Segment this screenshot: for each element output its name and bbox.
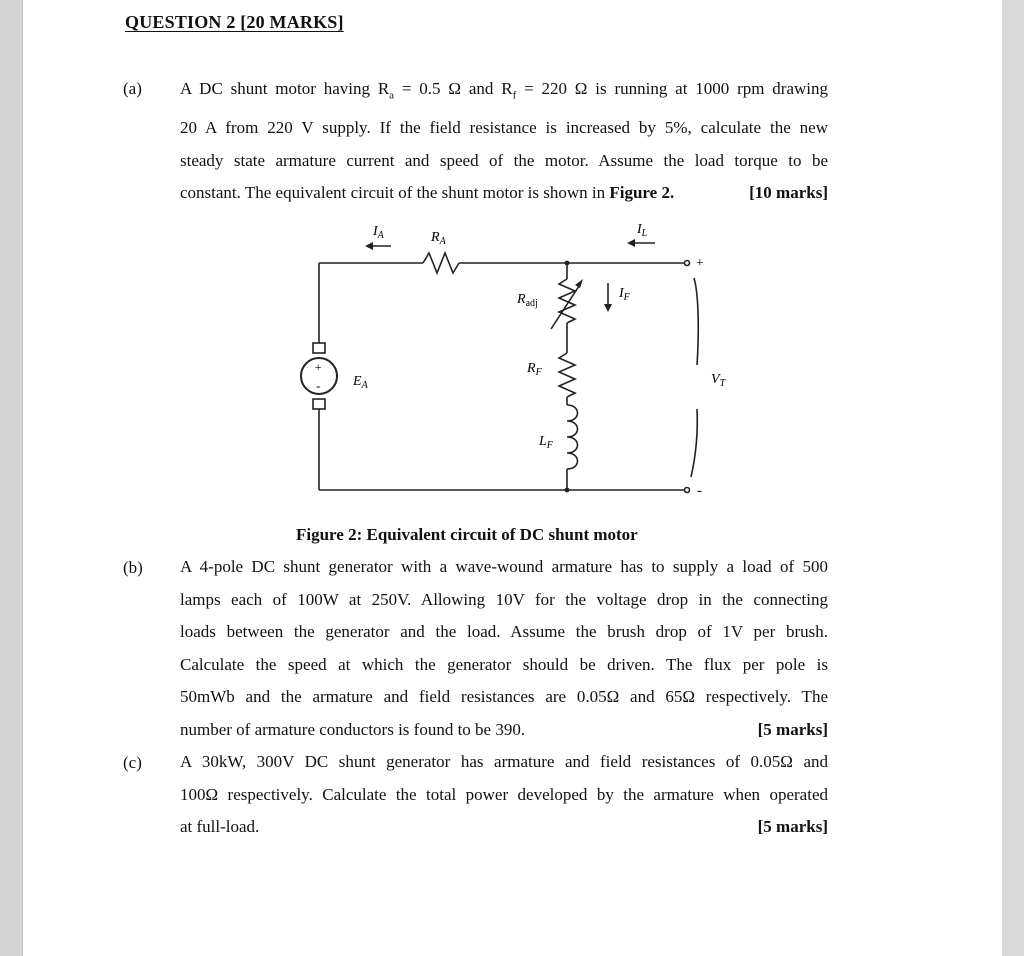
label-rf: $R_F$ xyxy=(527,361,542,378)
question-heading: QUESTION 2 [20 MARKS] xyxy=(125,12,344,32)
part-a-marks: [10 marks] xyxy=(749,183,828,203)
part-c-marks: [5 marks] xyxy=(757,817,828,837)
if-arrow-head xyxy=(604,304,612,312)
part-b-text xyxy=(180,551,828,747)
label-if: $I_F$ xyxy=(619,286,630,303)
part-a-line-2: 20 A from 220 V supply. If the field resistance is increased by 5%, calculate the new xyxy=(180,117,828,137)
label-ra: $R_A$ xyxy=(431,230,446,247)
part-b-line-3: loads between the generator and the load. Assume the brush drop of 1V per brush. xyxy=(180,622,828,642)
figure-reference: Figure 2. xyxy=(609,183,675,203)
radj-arrow-head xyxy=(575,279,583,288)
label-vt: $V_T$ xyxy=(711,372,726,389)
part-b-line-1: A 4-pole DC shunt generator with a wave-wound armature has to supply a load of 500 xyxy=(180,557,828,576)
part-c-last-text: at full-load. xyxy=(180,817,260,837)
figure-caption: Figure 2: Equivalent circuit of DC shunt motor xyxy=(296,525,638,544)
resistor-radj xyxy=(559,279,575,323)
part-b-label: (b) xyxy=(123,558,143,577)
vt-bracket-top xyxy=(694,278,698,365)
vt-bracket-bottom xyxy=(691,409,697,477)
radj-adjust-arrow xyxy=(551,283,581,329)
circuit-diagram xyxy=(263,215,733,515)
label-terminal-minus: - xyxy=(697,483,702,499)
label-il: $I_L$ xyxy=(637,222,648,239)
part-a-line-4 xyxy=(180,177,828,210)
part-c-line-3 xyxy=(180,811,828,844)
source-plus-sign: + xyxy=(314,360,323,374)
part-b-line-4: Calculate the speed at which the generator should be driven. The flux per pole is xyxy=(180,654,828,674)
terminal-plus xyxy=(685,261,690,266)
terminal-minus xyxy=(685,488,690,493)
brush-bottom xyxy=(313,399,325,409)
part-c-label: (c) xyxy=(123,753,142,772)
part-a-label: (a) xyxy=(123,79,142,98)
part-b-marks: [5 marks] xyxy=(757,719,828,739)
part-b-line-5: 50mWb and the armature and field resistances are 0.05Ω and 65Ω respectively. The xyxy=(180,687,828,707)
resistor-ra xyxy=(423,253,459,273)
label-ea: $E_A$ xyxy=(353,374,368,391)
part-c-line-2: 100Ω respectively. Calculate the total power developed by the armature when operated xyxy=(180,784,828,804)
source-minus-sign: - xyxy=(316,378,321,393)
label-ia: $I_A$ xyxy=(373,224,384,241)
junction-bottom xyxy=(565,488,570,493)
part-a-line-3: steady state armature current and speed of the motor. Assume the load torque to be xyxy=(180,150,828,170)
junction-top xyxy=(565,261,570,266)
part-c-text xyxy=(180,746,828,844)
label-lf: $L_F$ xyxy=(539,434,553,451)
part-a-text xyxy=(180,73,828,210)
part-b-last-text: number of armature conductors is found to be 390. xyxy=(180,719,526,739)
brush-top xyxy=(313,343,325,353)
part-b-line-2: lamps each of 100W at 250V. Allowing 10V for the voltage drop in the connecting xyxy=(180,589,828,609)
page-margin xyxy=(1002,0,1024,956)
part-a-last-text: constant. The equivalent circuit of the shunt motor is shown in xyxy=(180,183,606,203)
resistor-rf xyxy=(559,353,575,397)
label-radj: $R_{adj}$ xyxy=(517,292,538,309)
inductor-lf xyxy=(567,405,578,469)
part-b-line-6 xyxy=(180,714,828,747)
label-terminal-plus: + xyxy=(695,256,705,271)
part-a-line-1: A DC shunt motor having $R_a = 0.5$ Ω and $R_f = 220$ Ω is running at 1000 rpm drawing xyxy=(180,79,828,102)
part-c-line-1: A 30kW, 300V DC shunt generator has armature and field resistances of 0.05Ω and xyxy=(180,752,828,771)
